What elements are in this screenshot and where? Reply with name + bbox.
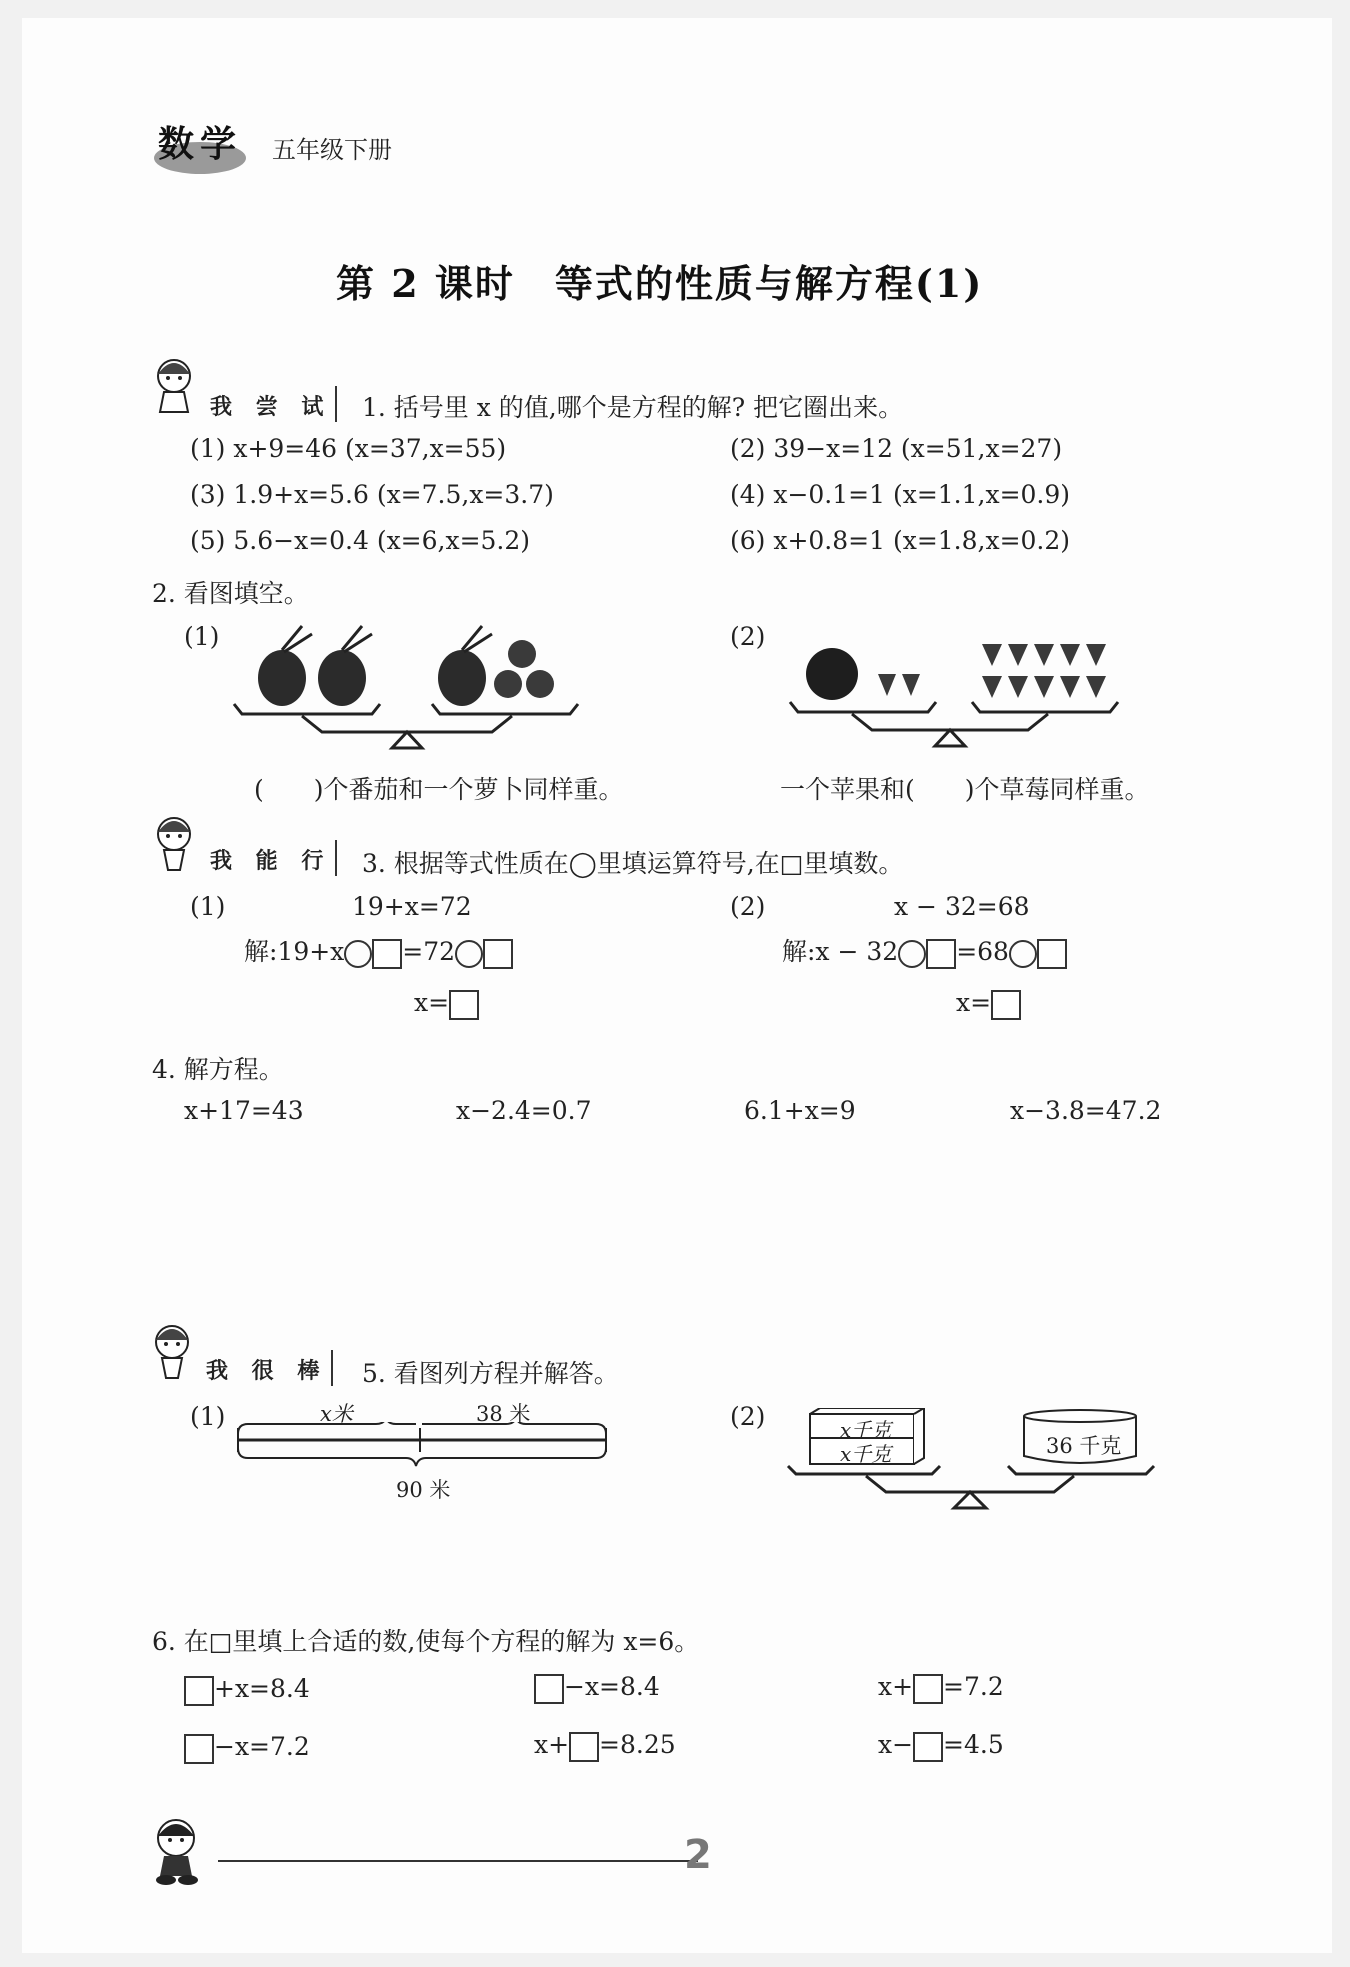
number-box-blank[interactable] <box>372 939 402 969</box>
q3-p1-sol-left: 解:19+x <box>244 937 345 966</box>
q6-item <box>878 1672 1004 1704</box>
q3-p2-sol-left: 解:x − 32 <box>782 937 899 966</box>
number-box-blank[interactable] <box>1037 939 1067 969</box>
x-equals-label: x= <box>956 988 992 1017</box>
number-box-blank[interactable] <box>926 939 956 969</box>
number-box-blank[interactable] <box>483 939 513 969</box>
q3-p2-eq: x − 32=68 <box>894 892 1030 921</box>
q4-equation: x−3.8=47.2 <box>1010 1096 1162 1125</box>
mascot-icon <box>150 356 198 418</box>
operator-circle-blank[interactable] <box>344 940 372 968</box>
q3-p1-solution <box>244 932 513 969</box>
section-great <box>206 1354 327 1385</box>
segment-b-label: 38 米 <box>476 1402 531 1426</box>
balance-scale-3 <box>782 1408 1162 1528</box>
number-box-blank[interactable] <box>184 1676 214 1706</box>
q4-equation: x−2.4=0.7 <box>456 1096 592 1125</box>
strawberry-icon <box>902 674 920 696</box>
q5-p2-label: (2) <box>730 1402 766 1431</box>
q3-p2-label: (2) <box>730 892 766 921</box>
q6-item <box>534 1730 676 1762</box>
radish-icon <box>318 626 372 706</box>
mascot-icon <box>148 1322 196 1384</box>
q3-p1-answer <box>414 988 479 1020</box>
header-subject: 数学 <box>158 124 243 165</box>
tomato-icon <box>508 640 536 668</box>
q3-p1-sol-right: =72 <box>402 937 456 966</box>
q2-p2-text: 一个苹果和( )个草莓同样重。 <box>780 775 1150 804</box>
q6-item <box>534 1672 660 1704</box>
worksheet-page <box>22 18 1332 1953</box>
q1-item: (6) x+0.8=1 (x=1.8,x=0.2) <box>730 526 1071 555</box>
radish-icon <box>258 626 312 706</box>
q1-item: (3) 1.9+x=5.6 (x=7.5,x=3.7) <box>190 480 554 509</box>
q6-eq-text: −x=7.2 <box>214 1732 310 1761</box>
q6-item <box>878 1730 1004 1762</box>
q6-eq-prefix: x+ <box>534 1730 570 1759</box>
q5-prompt: 5. 看图列方程并解答。 <box>362 1359 619 1388</box>
box-bottom-label: x千克 <box>840 1442 892 1466</box>
number-box-blank[interactable] <box>569 1732 599 1762</box>
q6-eq-text: =7.2 <box>943 1672 1004 1701</box>
section-can <box>210 844 331 875</box>
answer-box-blank[interactable] <box>991 990 1021 1020</box>
box-top-label: x千克 <box>840 1418 892 1442</box>
strawberry-group <box>982 644 1106 698</box>
q3-p1-eq: 19+x=72 <box>352 892 472 921</box>
q2-p2-label: (2) <box>730 622 766 651</box>
number-box-blank[interactable] <box>184 1734 214 1764</box>
q6-eq-text: =8.25 <box>599 1730 676 1759</box>
q2-p1-text: ( )个番茄和一个萝卜同样重。 <box>254 775 624 804</box>
footer-rule <box>218 1860 698 1862</box>
q4-equation: x+17=43 <box>184 1096 304 1125</box>
q6-item <box>184 1674 310 1706</box>
radish-icon <box>438 626 492 706</box>
q6-prompt: 6. 在□里填上合适的数,使每个方程的解为 x=6。 <box>152 1627 700 1656</box>
section-can-label: 我 能 行 <box>210 849 332 874</box>
q6-eq-prefix: x+ <box>878 1672 914 1701</box>
page-number: 2 <box>684 1832 712 1878</box>
segment-a-label: x米 <box>320 1402 353 1426</box>
q3-p2-answer <box>956 988 1021 1020</box>
x-equals-label: x= <box>414 988 450 1017</box>
section-great-label: 我 很 棒 <box>206 1359 328 1384</box>
q1-item: (2) 39−x=12 (x=51,x=27) <box>730 434 1063 463</box>
q6-item <box>184 1732 310 1764</box>
header-grade: 五年级下册 <box>272 136 392 164</box>
tomato-icon <box>494 670 522 698</box>
q2-prompt: 2. 看图填空。 <box>152 579 309 608</box>
q4-equation: 6.1+x=9 <box>744 1096 856 1125</box>
number-box-blank[interactable] <box>913 1674 943 1704</box>
q6-eq-text: =4.5 <box>943 1730 1004 1759</box>
answer-box-blank[interactable] <box>449 990 479 1020</box>
q1-item: (5) 5.6−x=0.4 (x=6,x=5.2) <box>190 526 531 555</box>
footer-mascot-icon <box>146 1816 210 1886</box>
q4-prompt: 4. 解方程。 <box>152 1055 284 1084</box>
q5-p1-label: (1) <box>190 1402 226 1431</box>
line-segment-diagram <box>236 1422 612 1472</box>
q3-prompt: 3. 根据等式性质在◯里填运算符号,在□里填数。 <box>362 849 904 878</box>
balance-scale-2 <box>782 618 1142 758</box>
q3-p1-label: (1) <box>190 892 226 921</box>
q1-item: (4) x−0.1=1 (x=1.1,x=0.9) <box>730 480 1071 509</box>
q6-eq-text: −x=8.4 <box>564 1672 660 1701</box>
q3-p2-sol-right: =68 <box>956 937 1009 966</box>
operator-circle-blank[interactable] <box>898 940 926 968</box>
number-box-blank[interactable] <box>913 1732 943 1762</box>
mascot-icon <box>150 814 198 876</box>
q6-eq-prefix: x− <box>878 1730 914 1759</box>
q1-prompt: 1. 括号里 x 的值,哪个是方程的解? 把它圈出来。 <box>362 393 904 422</box>
page-title: 第 2 课时 等式的性质与解方程(1) <box>336 261 984 306</box>
operator-circle-blank[interactable] <box>455 940 483 968</box>
section-try-label: 我 尝 试 <box>210 395 332 420</box>
drum-label: 36 千克 <box>1046 1434 1122 1458</box>
strawberry-icon <box>878 674 896 696</box>
tomato-icon <box>526 670 554 698</box>
q1-item: (1) x+9=46 (x=37,x=55) <box>190 434 507 463</box>
number-box-blank[interactable] <box>534 1674 564 1704</box>
apple-icon <box>806 648 858 700</box>
q6-eq-text: +x=8.4 <box>214 1674 310 1703</box>
segment-total-label: 90 米 <box>396 1478 451 1502</box>
balance-scale-1 <box>222 618 602 758</box>
q3-p2-solution <box>782 932 1067 969</box>
section-try <box>210 390 331 421</box>
operator-circle-blank[interactable] <box>1009 940 1037 968</box>
q2-p1-label: (1) <box>184 622 220 651</box>
